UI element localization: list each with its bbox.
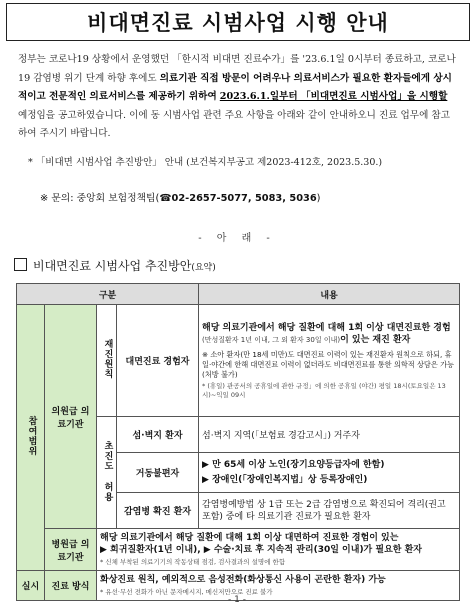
infect-content: 감염병예방법 상 1급 또는 2급 감염병으로 확진되어 격리(권고 포함) 중에 타 의료기관 진료가 필요한 환자 <box>199 493 460 529</box>
table-header-row <box>17 284 460 305</box>
exp-note-1: ※ 소아 환자(만 18세 미만)도 대면진료 이력이 있는 재진환자 원칙으로 하되, 휴일·야간에 한해 대면진료 이력이 없더라도 비대면진료를 통한 의학적 상담은 가능(처방 불가) <box>202 349 454 379</box>
method-label: 진료 방식 <box>45 571 97 601</box>
intro-text-end: 예정임을 공고하였습니다. 이에 동 시범사업 관련 주요 사항을 아래와 같이 안내하오니 진료 업무에 참고하여 주시기 바랍니다. <box>18 109 450 139</box>
intro-highlight-1: 의료기관 직접 방문이 어려우나 의료서비스가 필요한 환자들에게 상시적이고 전문적인 의료서비스를 제공하기 위하여 <box>18 72 452 102</box>
experienced-label: 대면진료 경험자 <box>117 305 199 417</box>
below-divider: - 아 래 - <box>198 233 276 244</box>
clinic-label: 의원급 의료기관 <box>45 305 97 529</box>
method-text: 화상진료 원칙, 예외적으로 음성전화(화상통신 사용이 곤란한 환자) 가능 <box>100 574 386 585</box>
mobility-label: 거동불편자 <box>117 453 199 493</box>
checkbox-square-icon <box>14 258 27 271</box>
contact-line <box>40 190 320 204</box>
infect-label: 감염병 확진 환자 <box>117 493 199 529</box>
rejin-label: 재진원칙 <box>102 339 113 379</box>
exp-paren: (만성질환자 1년 이내, 그 외 환자 30일 이내) <box>202 335 341 344</box>
hospital-content <box>97 529 460 571</box>
intro-paragraph <box>18 51 458 144</box>
practice-label: 실시 <box>17 571 45 601</box>
page-number: - 1 - <box>228 595 246 605</box>
intro-highlight-2: 2023.6.1.일부터 「비대면진료 시범사업」을 시행할 <box>219 91 448 102</box>
hospital-text-1: 해당 의료기관에서 해당 질환에 대해 1회 이상 대면하여 진료한 경험이 있는 <box>100 532 399 543</box>
contact-label: 문의: 중앙회 보험정책팀( <box>51 193 160 204</box>
hospital-text-2: ▶ 희귀질환자(1년 이내), ▶ 수술·치료 후 지속적 관리(30일 이내)가 필요한 환자 <box>100 544 422 555</box>
exp-note-2: * (휴일) 관공서의 공휴일에 관한 규정」에 의한 공휴일 (야간) 평일 18시(토요일은 13시)~익일 09시 <box>202 381 446 399</box>
intro-text-1: 정부는 코로나19 상황에서 운영했던 「한시적 비대면 진료수가」를 '23.6.1일 0시부터 종료하고, 코로나19 감염병 위기 단계 하향 후에도 <box>18 54 456 84</box>
section-heading <box>14 257 216 274</box>
island-label: 섬·벽지 환자 <box>117 417 199 453</box>
notice-reference: * 「비대면 시범사업 추진방안」 안내 (보건복지부공고 제2023-412호, 2023.5.30.) <box>28 157 383 168</box>
plan-table <box>16 283 460 601</box>
contact-phone: ☎02-2657-5077, 5083, 5036 <box>159 193 317 204</box>
hospital-note: * 신체 부착된 의료기기의 작동상태 점검, 검사결과의 설명에 한함 <box>100 557 286 566</box>
section-title: 비대면진료 시범사업 추진방안 <box>33 259 192 273</box>
table-row <box>17 305 460 417</box>
exp-main: 해당 의료기관에서 해당 질환에 대해 1회 이상 대면진료한 경험 <box>202 322 451 333</box>
chojin-label: 초진도 허용 <box>102 440 113 502</box>
document-title: 비대면진료 시범사업 시행 안내 <box>6 3 470 41</box>
island-content: 섬·벽지 지역(「보험료 경감고시」) 거주자 <box>199 417 460 453</box>
table-row <box>17 529 460 571</box>
mobility-item-elderly: ▶ 만 65세 이상 노인(장기요양등급자에 한함) <box>202 459 385 470</box>
section-suffix: (요약) <box>191 263 216 273</box>
experienced-content <box>199 305 460 417</box>
mobility-item-disabled: ▶ 장애인(「장애인복지법」상 등록장애인) <box>202 474 368 485</box>
mobility-content <box>199 453 460 493</box>
header-category: 구분 <box>17 284 199 305</box>
participants-label: 참여범위 <box>26 416 37 456</box>
contact-end: ) <box>316 193 321 204</box>
method-note: * 유선·무선 전화가 아닌 문자메시지, 메신저만으로 진료 불가 <box>100 587 273 596</box>
reference-mark: ※ <box>40 193 49 204</box>
exp-end: 이 있는 재진 환자 <box>340 334 411 345</box>
header-content: 내용 <box>199 284 460 305</box>
hospital-label: 병원급 의료기관 <box>45 529 97 571</box>
